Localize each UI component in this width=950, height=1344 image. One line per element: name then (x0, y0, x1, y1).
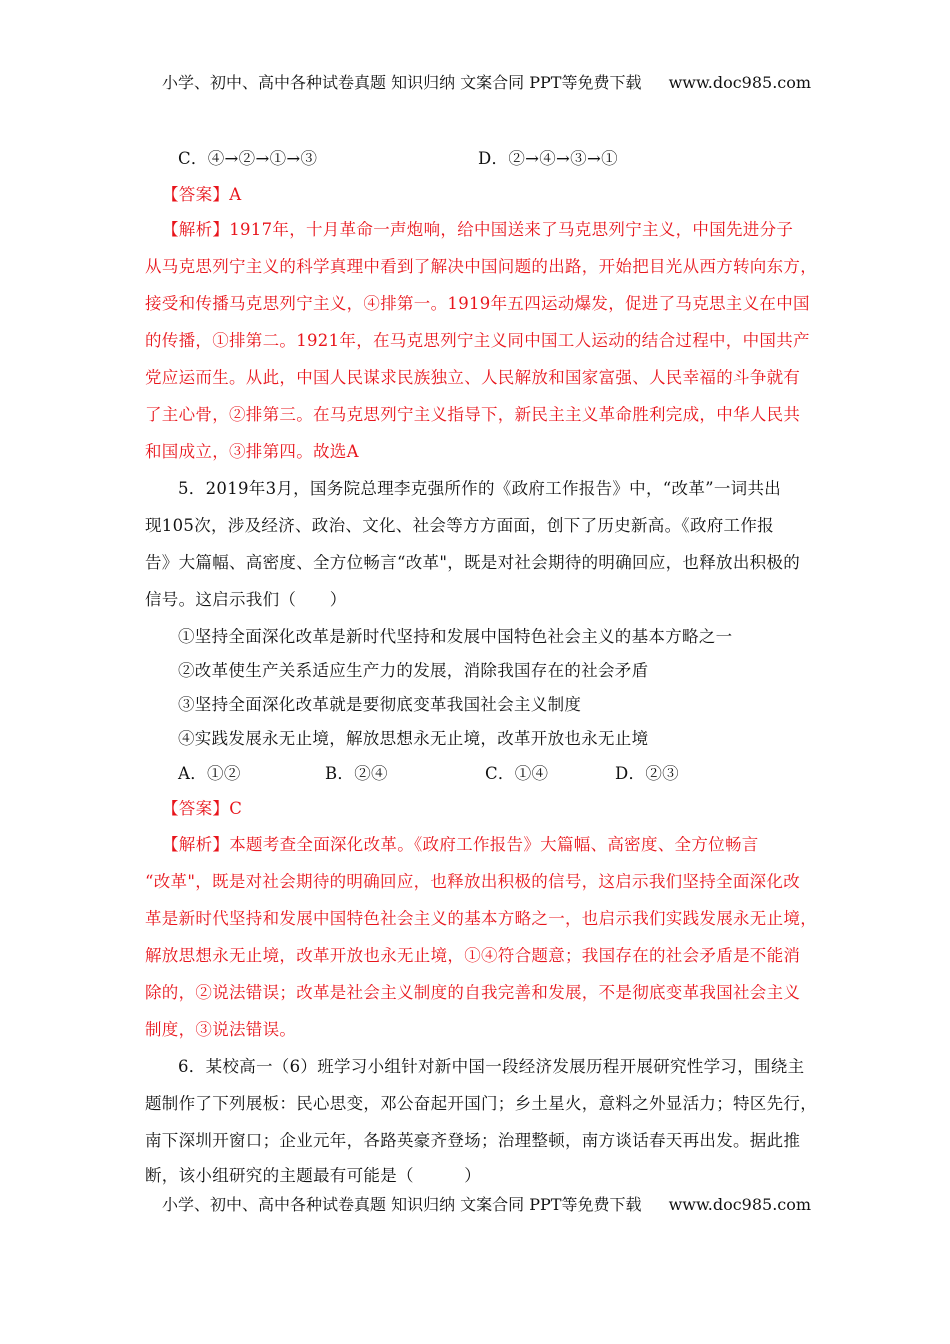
q5-option-c: C．①④ (485, 764, 549, 783)
q4-analysis-line-3: 接受和传播马克思列宁主义，④排第一。1919年五四运动爆发，促进了马克思主义在中国 (145, 294, 810, 313)
q5-statement-3: ③坚持全面深化改革就是要彻底变革我国社会主义制度 (178, 695, 582, 714)
answer-value: C (229, 799, 243, 818)
analysis-label: 【解析】 (162, 220, 230, 239)
q5-option-b: B．②④ (325, 764, 388, 783)
q5-stem-line-2: 现105次，涉及经济、政治、文化、社会等方方面面，创下了历史新高。《政府工作报 (145, 516, 774, 535)
q4-analysis-line-5: 党应运而生。从此，中国人民谋求民族独立、人民解放和国家富强、人民幸福的斗争就有 (145, 368, 801, 387)
q4-analysis-line-1 (162, 216, 793, 240)
q5-analysis-line-6: 制度，③说法错误。 (145, 1020, 297, 1039)
q6-stem-line-4: 断，该小组研究的主题最有可能是（ ） (145, 1166, 481, 1185)
q5-stem-line-3: 告》大篇幅、高密度、全方位畅言“改革"，既是对社会期待的明确回应，也释放出积极的 (145, 553, 801, 572)
answer-value: A (229, 185, 242, 204)
analysis-text: 1917年，十月革命一声炮响，给中国送来了马克思列宁主义，中国先进分子 (229, 220, 794, 239)
q5-statement-1: ①坚持全面深化改革是新时代坚持和发展中国特色社会主义的基本方略之一 (178, 627, 733, 646)
header-url[interactable]: www.doc985.com (668, 73, 812, 92)
q4-option-c: C．④→②→①→③ (178, 149, 318, 168)
q5-option-d: D．②③ (615, 764, 679, 783)
q5-answer (162, 795, 242, 819)
footer-banner (162, 1192, 811, 1215)
q5-stem-line-1: 5．2019年3月，国务院总理李克强所作的《政府工作报告》中，“改革”一词共出 (178, 479, 782, 498)
q4-analysis-line-6: 了主心骨，②排第三。在马克思列宁主义指导下，新民主主义革命胜利完成，中华人民共 (145, 405, 801, 424)
q4-analysis-line-4: 的传播，①排第二。1921年，在马克思列宁主义同中国工人运动的结合过程中，中国共产 (145, 331, 810, 350)
q5-option-a: A．①② (178, 764, 241, 783)
q5-statement-4: ④实践发展永无止境，解放思想永无止境，改革开放也永无止境 (178, 729, 649, 748)
q5-analysis-line-2: “改革"，既是对社会期待的明确回应，也释放出积极的信号，这启示我们坚持全面深化改 (145, 872, 801, 891)
q6-stem-line-3: 南下深圳开窗口；企业元年，各路英豪齐登场；治理整顿，南方谈话春天再出发。据此推 (145, 1131, 801, 1150)
q6-stem-line-2: 题制作了下列展板：民心思变，邓公奋起开国门；乡土星火，意料之外显活力；特区先行， (145, 1094, 817, 1113)
q5-analysis-line-3: 革是新时代坚持和发展中国特色社会主义的基本方略之一，也启示我们实践发展永无止境， (145, 909, 817, 928)
answer-label: 【答案】 (162, 799, 230, 818)
analysis-label: 【解析】 (162, 835, 230, 854)
answer-label: 【答案】 (162, 185, 230, 204)
q4-analysis-line-7: 和国成立，③排第四。故选A (145, 442, 359, 461)
footer-url[interactable]: www.doc985.com (668, 1195, 812, 1214)
q5-stem-line-4: 信号。这启示我们（ ） (145, 590, 347, 609)
q5-analysis-line-4: 解放思想永无止境，改革开放也永无止境，①④符合题意；我国存在的社会矛盾是不能消 (145, 946, 801, 965)
header-text: 小学、初中、高中各种试卷真题 知识归纳 文案合同 PPT等免费下载 (162, 73, 642, 92)
header-banner (162, 70, 811, 93)
footer-text: 小学、初中、高中各种试卷真题 知识归纳 文案合同 PPT等免费下载 (162, 1195, 642, 1214)
q5-analysis-line-1 (162, 831, 759, 855)
q6-stem-line-1: 6．某校高一（6）班学习小组针对新中国一段经济发展历程开展研究性学习，围绕主 (178, 1057, 805, 1076)
q4-option-d: D．②→④→③→① (478, 149, 618, 168)
q4-answer (162, 181, 241, 205)
q5-analysis-line-5: 除的，②说法错误；改革是社会主义制度的自我完善和发展，不是彻底变革我国社会主义 (145, 983, 801, 1002)
q4-analysis-line-2: 从马克思列宁主义的科学真理中看到了解决中国问题的出路，开始把目光从西方转向东方， (145, 257, 817, 276)
analysis-text: 本题考查全面深化改革。《政府工作报告》大篇幅、高密度、全方位畅言 (229, 835, 759, 854)
q5-statement-2: ②改革使生产关系适应生产力的发展，消除我国存在的社会矛盾 (178, 661, 649, 680)
